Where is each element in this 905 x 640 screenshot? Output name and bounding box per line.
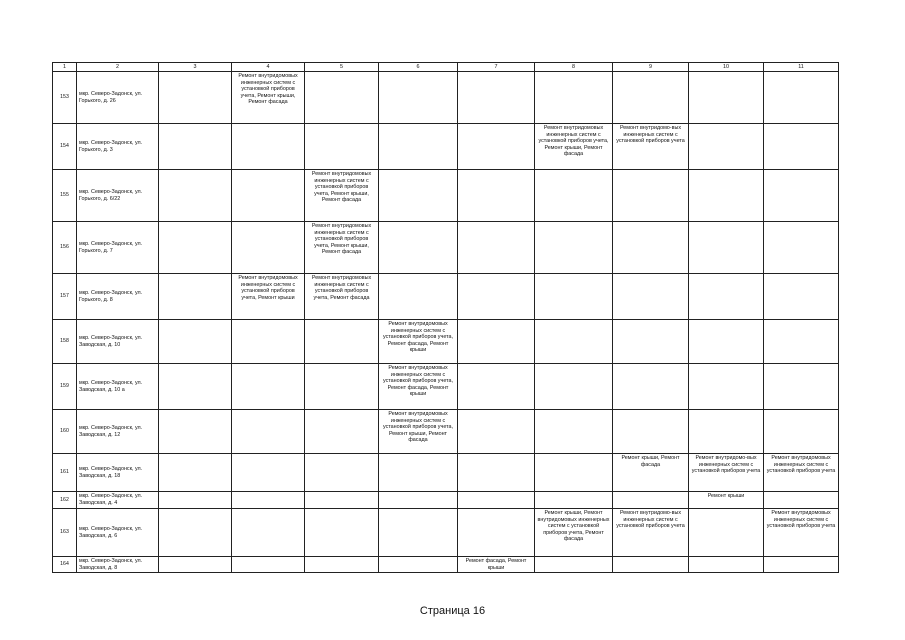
empty-cell bbox=[613, 492, 689, 509]
empty-cell bbox=[379, 557, 458, 573]
empty-cell bbox=[458, 274, 535, 320]
empty-cell bbox=[159, 454, 232, 492]
table-row bbox=[53, 124, 839, 170]
work-cell: Ремонт внутридомовых инженерных систем с установкой приборов учета, Ремонт фасада, Ремонт крыши bbox=[379, 364, 458, 410]
empty-cell bbox=[764, 410, 839, 454]
empty-cell bbox=[458, 364, 535, 410]
table-row bbox=[53, 222, 839, 274]
page-number: Страница 16 bbox=[419, 605, 486, 617]
address-cell: мкр. Северо-Задонск, ул. Заводская, д. 18 bbox=[77, 454, 159, 492]
empty-cell bbox=[689, 274, 764, 320]
empty-cell bbox=[232, 557, 305, 573]
address-cell: мкр. Северо-Задонск, ул. Заводская, д. 10 а bbox=[77, 364, 159, 410]
empty-cell bbox=[689, 320, 764, 364]
row-number: 164 bbox=[53, 557, 77, 573]
row-number: 154 bbox=[53, 124, 77, 170]
empty-cell bbox=[535, 170, 613, 222]
address-cell: мкр. Северо-Задонск, ул. Горького, д. 3 bbox=[77, 124, 159, 170]
column-header: 6 bbox=[379, 63, 458, 72]
empty-cell bbox=[764, 222, 839, 274]
empty-cell bbox=[379, 124, 458, 170]
work-cell: Ремонт внутридомо-вых инженерных систем с установкой приборов учета bbox=[613, 509, 689, 557]
empty-cell bbox=[764, 170, 839, 222]
empty-cell bbox=[613, 364, 689, 410]
empty-cell bbox=[458, 170, 535, 222]
empty-cell bbox=[232, 509, 305, 557]
works-schedule-table bbox=[52, 62, 839, 573]
empty-cell bbox=[379, 274, 458, 320]
empty-cell bbox=[305, 124, 379, 170]
column-header: 7 bbox=[458, 63, 535, 72]
work-cell: Ремонт внутридомовых инженерных систем с установкой приборов учета, Ремонт крыши, Ремонт фасада bbox=[232, 72, 305, 124]
empty-cell bbox=[689, 509, 764, 557]
empty-cell bbox=[232, 454, 305, 492]
empty-cell bbox=[159, 410, 232, 454]
row-number: 163 bbox=[53, 509, 77, 557]
address-cell: мкр. Северо-Задонск, ул. Горького, д. 6/22 bbox=[77, 170, 159, 222]
empty-cell bbox=[159, 557, 232, 573]
table-row bbox=[53, 454, 839, 492]
empty-cell bbox=[535, 222, 613, 274]
empty-cell bbox=[764, 320, 839, 364]
empty-cell bbox=[613, 410, 689, 454]
empty-cell bbox=[689, 364, 764, 410]
empty-cell bbox=[689, 72, 764, 124]
empty-cell bbox=[535, 72, 613, 124]
table-row bbox=[53, 72, 839, 124]
address-cell: мкр. Северо-Задонск, ул. Заводская, д. 6 bbox=[77, 509, 159, 557]
empty-cell bbox=[613, 72, 689, 124]
empty-cell bbox=[613, 320, 689, 364]
empty-cell bbox=[764, 274, 839, 320]
work-cell: Ремонт внутридомо-вых инженерных систем с установкой приборов учета bbox=[689, 454, 764, 492]
empty-cell bbox=[535, 557, 613, 573]
empty-cell bbox=[159, 320, 232, 364]
empty-cell bbox=[458, 72, 535, 124]
empty-cell bbox=[379, 454, 458, 492]
empty-cell bbox=[305, 320, 379, 364]
empty-cell bbox=[689, 557, 764, 573]
table-row bbox=[53, 364, 839, 410]
address-cell: мкр. Северо-Задонск, ул. Заводская, д. 4 bbox=[77, 492, 159, 509]
empty-cell bbox=[689, 170, 764, 222]
empty-cell bbox=[613, 274, 689, 320]
empty-cell bbox=[458, 509, 535, 557]
empty-cell bbox=[613, 170, 689, 222]
table-row bbox=[53, 410, 839, 454]
column-header: 4 bbox=[232, 63, 305, 72]
table-row bbox=[53, 557, 839, 573]
row-number: 162 bbox=[53, 492, 77, 509]
empty-cell bbox=[159, 222, 232, 274]
work-cell: Ремонт внутридомовых инженерных систем с установкой приборов учета, Ремонт крыши bbox=[232, 274, 305, 320]
empty-cell bbox=[232, 170, 305, 222]
column-header: 1 bbox=[53, 63, 77, 72]
table-body bbox=[53, 72, 839, 573]
empty-cell bbox=[379, 222, 458, 274]
empty-cell bbox=[764, 72, 839, 124]
row-number: 159 bbox=[53, 364, 77, 410]
work-cell: Ремонт внутридомо-вых инженерных систем с установкой приборов учета bbox=[613, 124, 689, 170]
work-cell: Ремонт внутридомовых инженерных систем с установкой приборов учета bbox=[764, 454, 839, 492]
empty-cell bbox=[458, 492, 535, 509]
empty-cell bbox=[458, 222, 535, 274]
empty-cell bbox=[689, 410, 764, 454]
work-cell: Ремонт крыши, Ремонт внутридомовых инженерных систем с установкой приборов учета, Ремонт фасада bbox=[535, 509, 613, 557]
empty-cell bbox=[458, 320, 535, 364]
address-cell: мкр. Северо-Задонск, ул. Заводская, д. 12 bbox=[77, 410, 159, 454]
empty-cell bbox=[379, 509, 458, 557]
address-cell: мкр. Северо-Задонск, ул. Горького, д. 8 bbox=[77, 274, 159, 320]
empty-cell bbox=[232, 222, 305, 274]
column-header: 11 bbox=[764, 63, 839, 72]
table-row bbox=[53, 320, 839, 364]
empty-cell bbox=[613, 222, 689, 274]
address-cell: мкр. Северо-Задонск, ул. Заводская, д. 10 bbox=[77, 320, 159, 364]
address-cell: мкр. Северо-Задонск, ул. Горького, д. 26 bbox=[77, 72, 159, 124]
column-header: 9 bbox=[613, 63, 689, 72]
empty-cell bbox=[305, 492, 379, 509]
work-cell: Ремонт внутридомовых инженерных систем с установкой приборов учета, Ремонт фасада, Ремонт крыши bbox=[379, 320, 458, 364]
empty-cell bbox=[159, 364, 232, 410]
row-number: 160 bbox=[53, 410, 77, 454]
work-cell: Ремонт крыши, Ремонт фасада bbox=[613, 454, 689, 492]
empty-cell bbox=[764, 557, 839, 573]
empty-cell bbox=[689, 124, 764, 170]
empty-cell bbox=[159, 274, 232, 320]
empty-cell bbox=[535, 320, 613, 364]
table-row bbox=[53, 170, 839, 222]
address-cell: мкр. Северо-Задонск, ул. Горького, д. 7 bbox=[77, 222, 159, 274]
row-number: 161 bbox=[53, 454, 77, 492]
column-header: 5 bbox=[305, 63, 379, 72]
empty-cell bbox=[305, 364, 379, 410]
work-cell: Ремонт внутридомовых инженерных систем с установкой приборов учета, Ремонт крыши, Ремонт фасада bbox=[305, 222, 379, 274]
empty-cell bbox=[232, 492, 305, 509]
empty-cell bbox=[458, 410, 535, 454]
empty-cell bbox=[764, 364, 839, 410]
empty-cell bbox=[613, 557, 689, 573]
empty-cell bbox=[305, 509, 379, 557]
empty-cell bbox=[159, 492, 232, 509]
empty-cell bbox=[159, 170, 232, 222]
empty-cell bbox=[232, 364, 305, 410]
column-header: 10 bbox=[689, 63, 764, 72]
empty-cell bbox=[159, 509, 232, 557]
empty-cell bbox=[379, 72, 458, 124]
empty-cell bbox=[305, 454, 379, 492]
table-header bbox=[53, 63, 839, 72]
work-cell: Ремонт внутридомовых инженерных систем с установкой приборов учета, Ремонт крыши, Ремонт фасада bbox=[535, 124, 613, 170]
empty-cell bbox=[764, 124, 839, 170]
column-header: 2 bbox=[77, 63, 159, 72]
address-cell: мкр. Северо-Задонск, ул. Заводская, д. 8 bbox=[77, 557, 159, 573]
column-header: 8 bbox=[535, 63, 613, 72]
empty-cell bbox=[689, 222, 764, 274]
row-number: 153 bbox=[53, 72, 77, 124]
empty-cell bbox=[305, 557, 379, 573]
empty-cell bbox=[535, 410, 613, 454]
work-cell: Ремонт внутридомовых инженерных систем с установкой приборов учета, Ремонт крыши, Ремонт фасада bbox=[305, 170, 379, 222]
row-number: 158 bbox=[53, 320, 77, 364]
empty-cell bbox=[379, 170, 458, 222]
empty-cell bbox=[305, 410, 379, 454]
work-cell: Ремонт фасада, Ремонт крыши bbox=[458, 557, 535, 573]
empty-cell bbox=[764, 492, 839, 509]
empty-cell bbox=[232, 124, 305, 170]
work-cell: Ремонт внутридомовых инженерных систем с установкой приборов учета bbox=[764, 509, 839, 557]
work-cell: Ремонт крыши bbox=[689, 492, 764, 509]
work-cell: Ремонт внутридомовых инженерных систем с установкой приборов учета, Ремонт фасада bbox=[305, 274, 379, 320]
empty-cell bbox=[232, 320, 305, 364]
empty-cell bbox=[535, 274, 613, 320]
row-number: 157 bbox=[53, 274, 77, 320]
table-row bbox=[53, 274, 839, 320]
row-number: 156 bbox=[53, 222, 77, 274]
header-row bbox=[53, 63, 839, 72]
empty-cell bbox=[458, 124, 535, 170]
column-header: 3 bbox=[159, 63, 232, 72]
empty-cell bbox=[458, 454, 535, 492]
empty-cell bbox=[159, 72, 232, 124]
empty-cell bbox=[159, 124, 232, 170]
work-cell: Ремонт внутридомовых инженерных систем с установкой приборов учета, Ремонт крыши, Ремонт фасада bbox=[379, 410, 458, 454]
empty-cell bbox=[379, 492, 458, 509]
empty-cell bbox=[305, 72, 379, 124]
empty-cell bbox=[232, 410, 305, 454]
table-row bbox=[53, 492, 839, 509]
empty-cell bbox=[535, 364, 613, 410]
table-row bbox=[53, 509, 839, 557]
row-number: 155 bbox=[53, 170, 77, 222]
empty-cell bbox=[535, 454, 613, 492]
empty-cell bbox=[535, 492, 613, 509]
